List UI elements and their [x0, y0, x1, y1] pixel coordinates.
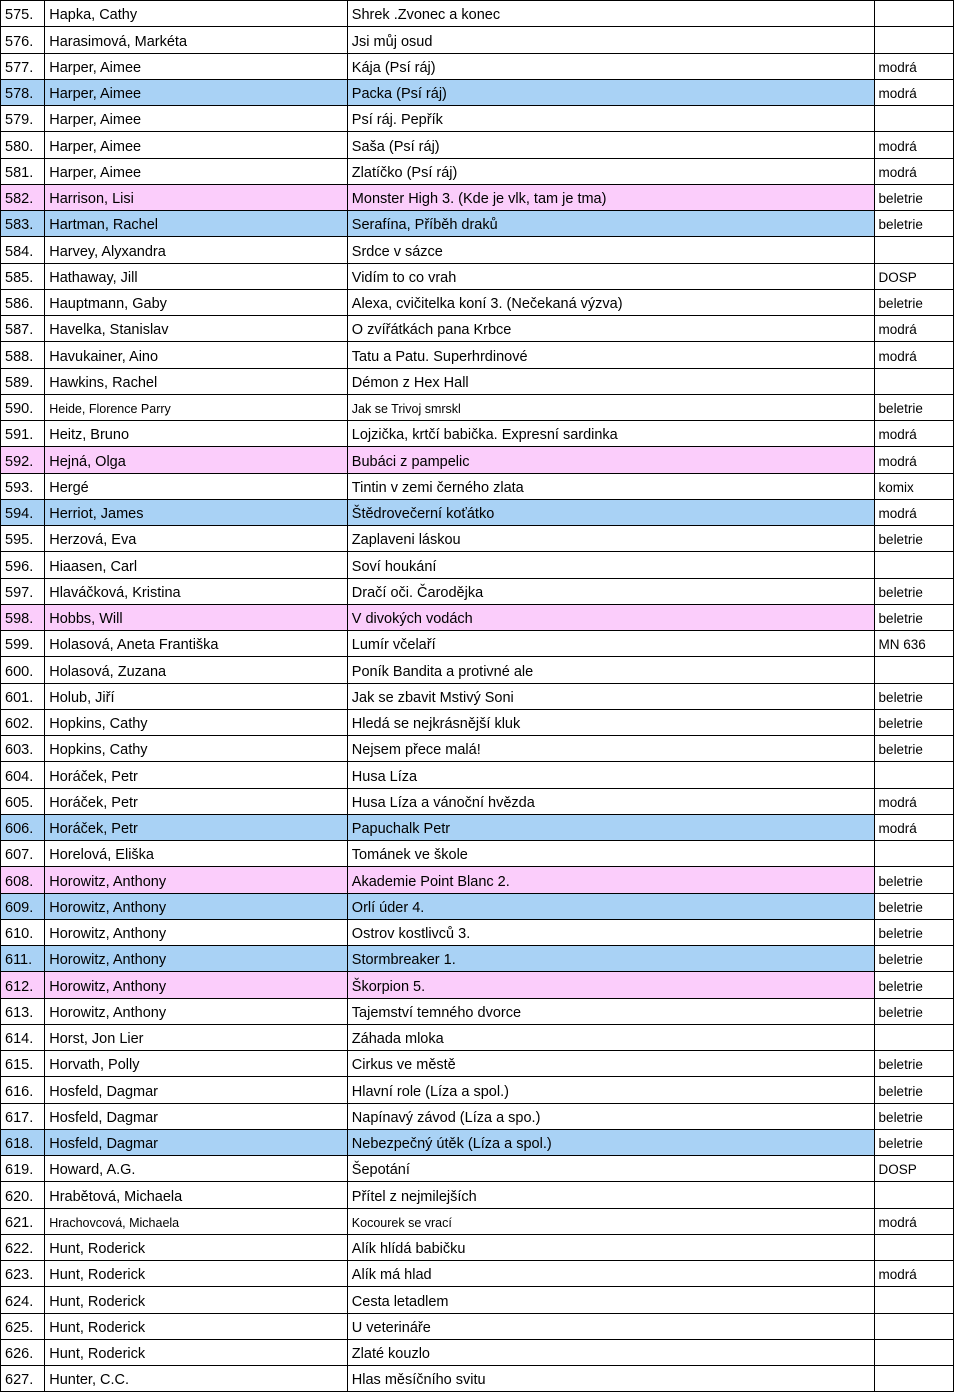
author-cell: Hlaváčková, Kristina [45, 578, 348, 604]
author-cell: Horowitz, Anthony [45, 998, 348, 1024]
row-number: 578. [1, 79, 45, 105]
author-cell: Horowitz, Anthony [45, 946, 348, 972]
category-cell: beletrie [874, 1103, 953, 1129]
category-cell [874, 841, 953, 867]
author-cell: Harper, Aimee [45, 158, 348, 184]
row-number: 609. [1, 893, 45, 919]
category-cell: modrá [874, 788, 953, 814]
title-cell: Cirkus ve městě [347, 1051, 874, 1077]
category-cell: beletrie [874, 683, 953, 709]
table-row [1, 657, 954, 683]
title-cell: Zlatíčko (Psí ráj) [347, 158, 874, 184]
title-cell: Nebezpečný útěk (Líza a spol.) [347, 1129, 874, 1155]
row-number: 621. [1, 1208, 45, 1234]
author-cell: Hergé [45, 473, 348, 499]
title-cell: Dračí oči. Čarodějka [347, 578, 874, 604]
category-cell [874, 1, 953, 27]
title-cell: Serafína, Příběh draků [347, 211, 874, 237]
author-cell: Hosfeld, Dagmar [45, 1129, 348, 1155]
table-row [1, 158, 954, 184]
table-row [1, 972, 954, 998]
table-row [1, 1051, 954, 1077]
row-number: 603. [1, 736, 45, 762]
title-cell: Zaplaveni láskou [347, 526, 874, 552]
row-number: 627. [1, 1366, 45, 1392]
row-number: 588. [1, 342, 45, 368]
table-row [1, 841, 954, 867]
title-cell: Škorpion 5. [347, 972, 874, 998]
title-cell: Papuchalk Petr [347, 814, 874, 840]
category-cell [874, 237, 953, 263]
category-cell [874, 552, 953, 578]
row-number: 595. [1, 526, 45, 552]
category-cell: beletrie [874, 919, 953, 945]
author-cell: Holasová, Zuzana [45, 657, 348, 683]
row-number: 605. [1, 788, 45, 814]
category-cell: modrá [874, 53, 953, 79]
author-cell: Hunter, C.C. [45, 1366, 348, 1392]
category-cell: modrá [874, 1261, 953, 1287]
table-row [1, 1234, 954, 1260]
table-row [1, 762, 954, 788]
title-cell: Bubáci z pampelic [347, 447, 874, 473]
table-row [1, 814, 954, 840]
category-cell: beletrie [874, 1129, 953, 1155]
category-cell: modrá [874, 447, 953, 473]
title-cell: Napínavý závod (Líza a spo.) [347, 1103, 874, 1129]
title-cell: Tománek ve škole [347, 841, 874, 867]
author-cell: Hunt, Roderick [45, 1313, 348, 1339]
table-row [1, 709, 954, 735]
title-cell: Monster High 3. (Kde je vlk, tam je tma) [347, 184, 874, 210]
table-row [1, 526, 954, 552]
author-cell: Horvath, Polly [45, 1051, 348, 1077]
row-number: 591. [1, 421, 45, 447]
table-row [1, 1208, 954, 1234]
author-cell: Hrabětová, Michaela [45, 1182, 348, 1208]
author-cell: Hosfeld, Dagmar [45, 1103, 348, 1129]
category-cell: beletrie [874, 211, 953, 237]
author-cell: Horowitz, Anthony [45, 919, 348, 945]
category-cell: modrá [874, 316, 953, 342]
title-cell: Soví houkání [347, 552, 874, 578]
title-cell: Hledá se nejkrásnější kluk [347, 709, 874, 735]
category-cell: DOSP [874, 263, 953, 289]
table-row [1, 1077, 954, 1103]
row-number: 579. [1, 106, 45, 132]
author-cell: Hejná, Olga [45, 447, 348, 473]
category-cell [874, 762, 953, 788]
row-number: 613. [1, 998, 45, 1024]
category-cell: modrá [874, 79, 953, 105]
title-cell: Packa (Psí ráj) [347, 79, 874, 105]
author-cell: Heide, Florence Parry [45, 394, 348, 420]
table-row [1, 342, 954, 368]
title-cell: U veterináře [347, 1313, 874, 1339]
table-row [1, 394, 954, 420]
row-number: 610. [1, 919, 45, 945]
table-row [1, 893, 954, 919]
title-cell: Husa Líza a vánoční hvězda [347, 788, 874, 814]
table-row [1, 421, 954, 447]
category-cell: beletrie [874, 289, 953, 315]
author-cell: Horst, Jon Lier [45, 1024, 348, 1050]
author-cell: Harper, Aimee [45, 79, 348, 105]
author-cell: Horáček, Petr [45, 788, 348, 814]
row-number: 590. [1, 394, 45, 420]
author-cell: Horelová, Eliška [45, 841, 348, 867]
book-list-body [1, 1, 954, 1392]
category-cell [874, 1182, 953, 1208]
row-number: 615. [1, 1051, 45, 1077]
author-cell: Herzová, Eva [45, 526, 348, 552]
author-cell: Hunt, Roderick [45, 1287, 348, 1313]
row-number: 620. [1, 1182, 45, 1208]
author-cell: Harrison, Lisi [45, 184, 348, 210]
author-cell: Hunt, Roderick [45, 1234, 348, 1260]
table-row [1, 27, 954, 53]
table-row [1, 1129, 954, 1155]
table-row [1, 211, 954, 237]
title-cell: Cesta letadlem [347, 1287, 874, 1313]
table-row [1, 1287, 954, 1313]
category-cell [874, 106, 953, 132]
table-row [1, 263, 954, 289]
category-cell [874, 1313, 953, 1339]
title-cell: Vidím to co vrah [347, 263, 874, 289]
row-number: 597. [1, 578, 45, 604]
author-cell: Horáček, Petr [45, 762, 348, 788]
table-row [1, 447, 954, 473]
category-cell: beletrie [874, 578, 953, 604]
title-cell: Zlaté kouzlo [347, 1339, 874, 1365]
table-row [1, 919, 954, 945]
title-cell: Jak se Trivoj smrskl [347, 394, 874, 420]
title-cell: Jak se zbavit Mstivý Soni [347, 683, 874, 709]
row-number: 600. [1, 657, 45, 683]
row-number: 616. [1, 1077, 45, 1103]
category-cell: beletrie [874, 526, 953, 552]
title-cell: Husa Líza [347, 762, 874, 788]
table-row [1, 184, 954, 210]
title-cell: Saša (Psí ráj) [347, 132, 874, 158]
author-cell: Holasová, Aneta Františka [45, 631, 348, 657]
row-number: 581. [1, 158, 45, 184]
author-cell: Hapka, Cathy [45, 1, 348, 27]
author-cell: Harasimová, Markéta [45, 27, 348, 53]
table-row [1, 1156, 954, 1182]
category-cell: DOSP [874, 1156, 953, 1182]
row-number: 580. [1, 132, 45, 158]
title-cell: Akademie Point Blanc 2. [347, 867, 874, 893]
row-number: 618. [1, 1129, 45, 1155]
category-cell: beletrie [874, 867, 953, 893]
title-cell: Lumír včelaří [347, 631, 874, 657]
title-cell: Záhada mloka [347, 1024, 874, 1050]
row-number: 587. [1, 316, 45, 342]
category-cell: beletrie [874, 184, 953, 210]
category-cell: beletrie [874, 893, 953, 919]
author-cell: Hathaway, Jill [45, 263, 348, 289]
author-cell: Horowitz, Anthony [45, 867, 348, 893]
table-row [1, 578, 954, 604]
author-cell: Hawkins, Rachel [45, 368, 348, 394]
title-cell: Kája (Psí ráj) [347, 53, 874, 79]
author-cell: Horowitz, Anthony [45, 893, 348, 919]
author-cell: Harper, Aimee [45, 106, 348, 132]
row-number: 614. [1, 1024, 45, 1050]
row-number: 584. [1, 237, 45, 263]
title-cell: Poník Bandita a protivné ale [347, 657, 874, 683]
author-cell: Hopkins, Cathy [45, 709, 348, 735]
row-number: 612. [1, 972, 45, 998]
table-row [1, 106, 954, 132]
row-number: 626. [1, 1339, 45, 1365]
category-cell: modrá [874, 342, 953, 368]
category-cell: beletrie [874, 1077, 953, 1103]
author-cell: Hosfeld, Dagmar [45, 1077, 348, 1103]
row-number: 607. [1, 841, 45, 867]
category-cell: beletrie [874, 604, 953, 630]
category-cell: modrá [874, 132, 953, 158]
table-row [1, 946, 954, 972]
author-cell: Hiaasen, Carl [45, 552, 348, 578]
author-cell: Havelka, Stanislav [45, 316, 348, 342]
category-cell [874, 1024, 953, 1050]
table-row [1, 683, 954, 709]
category-cell [874, 27, 953, 53]
title-cell: Srdce v sázce [347, 237, 874, 263]
category-cell: modrá [874, 421, 953, 447]
table-row [1, 1339, 954, 1365]
table-row [1, 736, 954, 762]
category-cell [874, 368, 953, 394]
category-cell: beletrie [874, 394, 953, 420]
author-cell: Holub, Jiří [45, 683, 348, 709]
table-row [1, 1366, 954, 1392]
row-number: 577. [1, 53, 45, 79]
row-number: 599. [1, 631, 45, 657]
title-cell: Šepotání [347, 1156, 874, 1182]
row-number: 598. [1, 604, 45, 630]
category-cell: modrá [874, 158, 953, 184]
author-cell: Hauptmann, Gaby [45, 289, 348, 315]
row-number: 592. [1, 447, 45, 473]
table-row [1, 998, 954, 1024]
table-row [1, 53, 954, 79]
title-cell: Psí ráj. Pepřík [347, 106, 874, 132]
row-number: 602. [1, 709, 45, 735]
title-cell: Přítel z nejmilejších [347, 1182, 874, 1208]
table-row [1, 237, 954, 263]
title-cell: Tintin v zemi černého zlata [347, 473, 874, 499]
category-cell: modrá [874, 1208, 953, 1234]
table-row [1, 499, 954, 525]
title-cell: Orlí úder 4. [347, 893, 874, 919]
title-cell: Kocourek se vrací [347, 1208, 874, 1234]
author-cell: Havukainer, Aino [45, 342, 348, 368]
category-cell [874, 657, 953, 683]
author-cell: Hobbs, Will [45, 604, 348, 630]
author-cell: Hunt, Roderick [45, 1261, 348, 1287]
title-cell: Jsi můj osud [347, 27, 874, 53]
row-number: 586. [1, 289, 45, 315]
author-cell: Hartman, Rachel [45, 211, 348, 237]
title-cell: Alík má hlad [347, 1261, 874, 1287]
title-cell: Ostrov kostlivců 3. [347, 919, 874, 945]
table-row [1, 1, 954, 27]
title-cell: Hlavní role (Líza a spol.) [347, 1077, 874, 1103]
row-number: 624. [1, 1287, 45, 1313]
author-cell: Hrachovcová, Michaela [45, 1208, 348, 1234]
row-number: 611. [1, 946, 45, 972]
row-number: 619. [1, 1156, 45, 1182]
table-row [1, 788, 954, 814]
title-cell: Alexa, cvičitelka koní 3. (Nečekaná výzva) [347, 289, 874, 315]
row-number: 582. [1, 184, 45, 210]
category-cell: beletrie [874, 998, 953, 1024]
table-row [1, 1182, 954, 1208]
category-cell [874, 1366, 953, 1392]
table-row [1, 1261, 954, 1287]
table-row [1, 631, 954, 657]
category-cell [874, 1287, 953, 1313]
row-number: 575. [1, 1, 45, 27]
category-cell: modrá [874, 814, 953, 840]
title-cell: O zvířátkách pana Krbce [347, 316, 874, 342]
title-cell: Alík hlídá babičku [347, 1234, 874, 1260]
row-number: 606. [1, 814, 45, 840]
author-cell: Harvey, Alyxandra [45, 237, 348, 263]
table-row [1, 132, 954, 158]
category-cell [874, 1234, 953, 1260]
title-cell: Stormbreaker 1. [347, 946, 874, 972]
table-row [1, 552, 954, 578]
row-number: 604. [1, 762, 45, 788]
row-number: 617. [1, 1103, 45, 1129]
title-cell: Štědrovečerní koťátko [347, 499, 874, 525]
title-cell: Tatu a Patu. Superhrdinové [347, 342, 874, 368]
table-row [1, 79, 954, 105]
table-row [1, 289, 954, 315]
row-number: 608. [1, 867, 45, 893]
table-row [1, 473, 954, 499]
row-number: 601. [1, 683, 45, 709]
author-cell: Heitz, Bruno [45, 421, 348, 447]
author-cell: Horáček, Petr [45, 814, 348, 840]
author-cell: Harper, Aimee [45, 53, 348, 79]
title-cell: Lojzička, krtčí babička. Expresní sardinka [347, 421, 874, 447]
category-cell: komix [874, 473, 953, 499]
table-row [1, 604, 954, 630]
category-cell: MN 636 [874, 631, 953, 657]
author-cell: Hunt, Roderick [45, 1339, 348, 1365]
title-cell: Hlas měsíčního svitu [347, 1366, 874, 1392]
category-cell: beletrie [874, 946, 953, 972]
table-row [1, 1103, 954, 1129]
row-number: 622. [1, 1234, 45, 1260]
author-cell: Herriot, James [45, 499, 348, 525]
category-cell: beletrie [874, 972, 953, 998]
table-row [1, 316, 954, 342]
author-cell: Hopkins, Cathy [45, 736, 348, 762]
row-number: 594. [1, 499, 45, 525]
author-cell: Howard, A.G. [45, 1156, 348, 1182]
row-number: 576. [1, 27, 45, 53]
category-cell: modrá [874, 499, 953, 525]
table-row [1, 867, 954, 893]
title-cell: Nejsem přece malá! [347, 736, 874, 762]
row-number: 623. [1, 1261, 45, 1287]
row-number: 583. [1, 211, 45, 237]
title-cell: Shrek .Zvonec a konec [347, 1, 874, 27]
row-number: 593. [1, 473, 45, 499]
category-cell: beletrie [874, 1051, 953, 1077]
row-number: 589. [1, 368, 45, 394]
table-row [1, 1024, 954, 1050]
category-cell: beletrie [874, 736, 953, 762]
row-number: 596. [1, 552, 45, 578]
author-cell: Harper, Aimee [45, 132, 348, 158]
table-row [1, 368, 954, 394]
title-cell: Démon z Hex Hall [347, 368, 874, 394]
category-cell [874, 1339, 953, 1365]
row-number: 625. [1, 1313, 45, 1339]
author-cell: Horowitz, Anthony [45, 972, 348, 998]
row-number: 585. [1, 263, 45, 289]
title-cell: Tajemství temného dvorce [347, 998, 874, 1024]
title-cell: V divokých vodách [347, 604, 874, 630]
category-cell: beletrie [874, 709, 953, 735]
table-row [1, 1313, 954, 1339]
